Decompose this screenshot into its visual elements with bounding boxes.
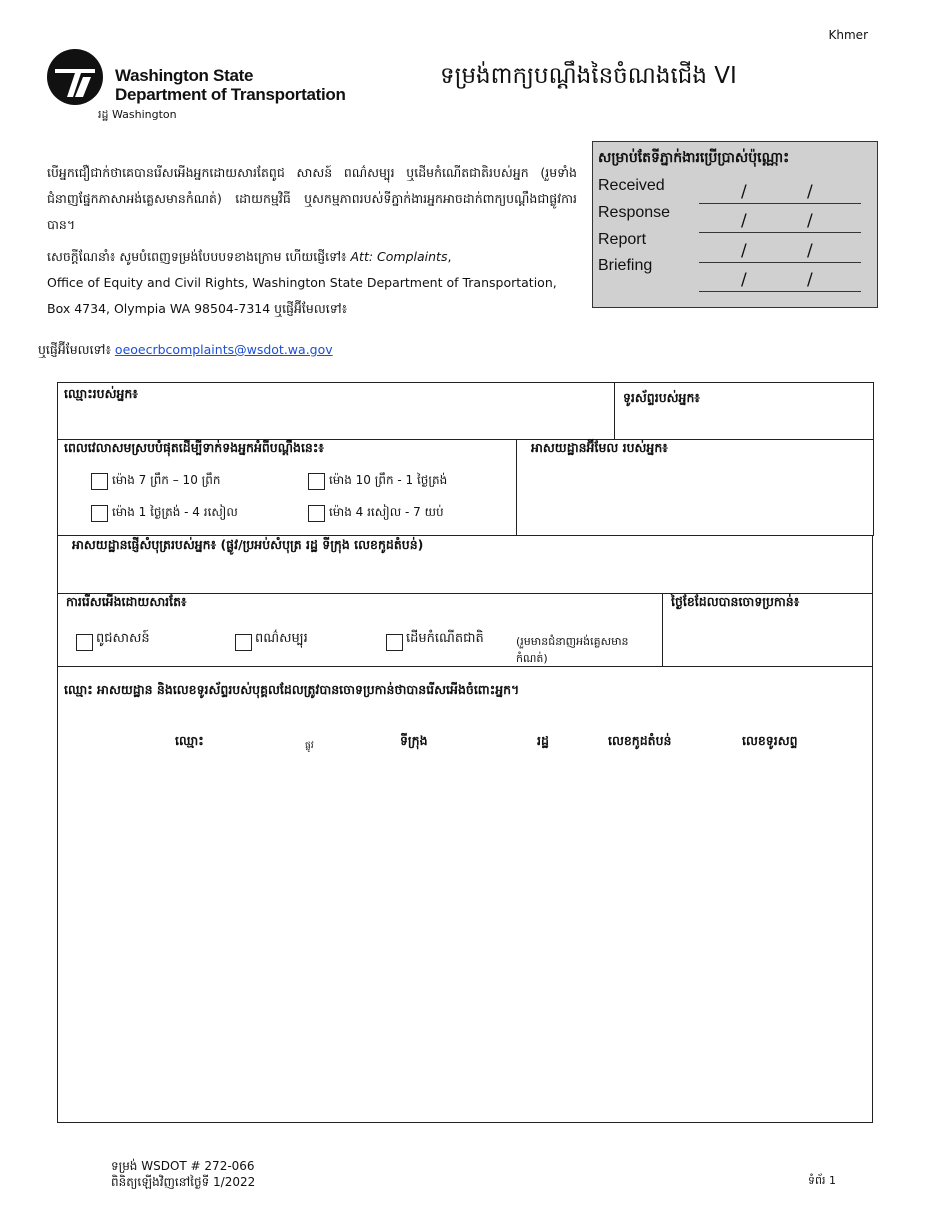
wsdot-logo-icon [47,49,103,105]
name-field[interactable] [57,382,615,440]
alleged-date-field[interactable] [662,593,873,667]
column-zip: លេខកូដតំបន់ [608,733,672,748]
color-checkbox[interactable] [235,634,252,651]
time-option-checkbox[interactable] [308,505,325,522]
briefing-label: Briefing [598,257,653,274]
phone-label: ទូរស័ព្ទរបស់អ្នក៖ [623,390,700,405]
date-separator: / [807,211,813,231]
received-date-field[interactable] [699,185,861,204]
org-name-line1: Washington State [115,66,254,85]
time-option-label: ម៉ោង 1 ថ្ងៃត្រង់ - 4 រសៀល [112,505,238,519]
column-phone: លេខទូរសព្ទ [742,733,798,748]
accused-persons-label: ឈ្មោះ អាសយដ្ឋាន និងលេខទូរស័ព្ទរបស់បុគ្គលដែលត្រូវបានចោទប្រកាន់ថាបានរើសអើងចំពោះអ្នក។ [64,682,520,697]
national-origin-label: ដើមកំណើតជាតិ [406,631,484,646]
form-number: ទម្រង់ WSDOT # 272-066 [111,1159,255,1173]
best-time-label: ពេលវេលាសមស្របបំផុតដើម្បីទាក់ទងអ្នកអំពីបណ្ដឹងនេះ៖ [64,440,324,455]
discrimination-label: ការរើសអើងដោយសារតែ៖ [66,594,187,609]
mailing-address-hint: (ផ្លូវ/ប្រអប់សំបុត្រ រដ្ឋ ទីក្រុង លេខកូដតំបន់) [220,537,424,552]
revision-date: ពិនិត្យឡើងវិញនៅថ្ងៃទី 1/2022 [111,1175,256,1189]
email-address-field[interactable] [516,439,874,536]
org-subtitle: រដ្ឋ Washington [98,108,177,121]
time-option-checkbox[interactable] [91,473,108,490]
column-name: ឈ្មោះ [175,733,204,748]
response-date-field[interactable] [699,214,861,233]
date-separator: / [741,270,747,290]
time-option-checkbox[interactable] [308,473,325,490]
national-origin-checkbox[interactable] [386,634,403,651]
intro-block [47,160,577,322]
time-option-label: ម៉ោង 7 ព្រឹក – 10 ព្រឹក [112,473,221,487]
date-separator: / [741,211,747,231]
best-time-section [57,439,517,536]
office-use-box [592,141,878,308]
national-origin-note: (រួមមានជំនាញអង់គ្លេសមានកំណត់) [516,635,629,665]
attention-text: Att: Complaints [350,249,448,264]
phone-field[interactable] [614,382,874,440]
page-number: ទំព័រ 1 [808,1174,836,1187]
time-option-checkbox[interactable] [91,505,108,522]
language-label: Khmer [828,28,868,42]
name-label: ឈ្មោះរបស់អ្នក៖ [64,386,138,401]
color-label: ពណ៌សម្បុរ [255,631,308,646]
email-address-label: អាសយដ្ឋានអ៊ីមែល របស់អ្នក៖ [531,440,668,455]
address-line2: Box 4734, Olympia WA 98504-7314 ឬផ្ញើអ៊ីមែលទៅ៖ [47,301,348,316]
date-separator: / [807,270,813,290]
time-option-label: ម៉ោង 10 ព្រឹក - 1 ថ្ងៃត្រង់ [329,473,448,487]
column-street: ផ្លូវ [305,741,314,751]
alleged-date-label: ថ្ងៃខែដែលបានចោទប្រកាន់៖ [671,594,800,609]
send-prefix: សេចក្ដីណែនាំ៖ សូមបំពេញទម្រង់បែបបទខាងក្រោម ហើយផ្ញើទៅ៖ [47,249,347,264]
page-title: ទម្រង់ពាក្យបណ្ដឹងនៃចំណងជើង VI [440,63,737,89]
complaints-email-link[interactable]: oeoecrbcomplaints@wsdot.wa.gov [114,342,333,357]
discrimination-section [57,593,663,667]
mailing-address-label [72,537,423,556]
race-label: ពូជសាសន៍ [96,631,150,646]
address-line1: Office of Equity and Civil Rights, Washington State Department of Transportation, [47,275,557,290]
report-date-field[interactable] [699,244,861,263]
email-prefix: ឬផ្ញើអ៊ីមែលទៅ៖ [38,342,111,357]
time-option-label: ម៉ោង 4 រសៀល - 7 យប់ [329,505,444,519]
mailing-address-label-text: អាសយដ្ឋានផ្ញើសំបុត្ររបស់អ្នក៖ [72,537,217,552]
race-checkbox[interactable] [76,634,93,651]
response-label: Response [598,204,671,221]
org-name-line2: Department of Transportation [115,85,346,104]
briefing-date-field[interactable] [699,273,861,292]
mailing-address-field[interactable] [57,535,873,594]
column-city: ទីក្រុង [400,733,428,748]
report-label: Report [598,231,647,248]
date-separator: / [741,182,747,202]
email-line [38,342,333,361]
office-use-heading: សម្រាប់តែទីភ្នាក់ងារប្រើប្រាស់ប៉ុណ្ណោះ [598,150,790,166]
intro-paragraph: បើអ្នកជឿជាក់ថាគេបានរើសអើងអ្នកដោយសារតែពូជ សាសន៍ ពណ៌សម្បុរ ឬដើមកំណើតជាតិរបស់អ្នក (រួមទាំងជំនាញផ្នែកភាសាអង់គ្លេសមានកំណត់) ដោយកម្មវិធី ឬសកម្មភាពរបស់ទីភ្នាក់ងារអ្នកអាចដាក់ពាក្យបណ្ដឹងជាផ្លូវការបាន។ [47,165,577,232]
date-separator: / [807,241,813,261]
received-label: Received [598,177,665,194]
date-separator: / [807,182,813,202]
send-instructions: សេចក្ដីណែនាំ៖ សូមបំពេញទម្រង់បែបបទខាងក្រោម ហើយផ្ញើទៅ៖ Att: Complaints, [47,249,452,264]
date-separator: / [741,241,747,261]
column-state: រដ្ឋ [537,733,549,748]
